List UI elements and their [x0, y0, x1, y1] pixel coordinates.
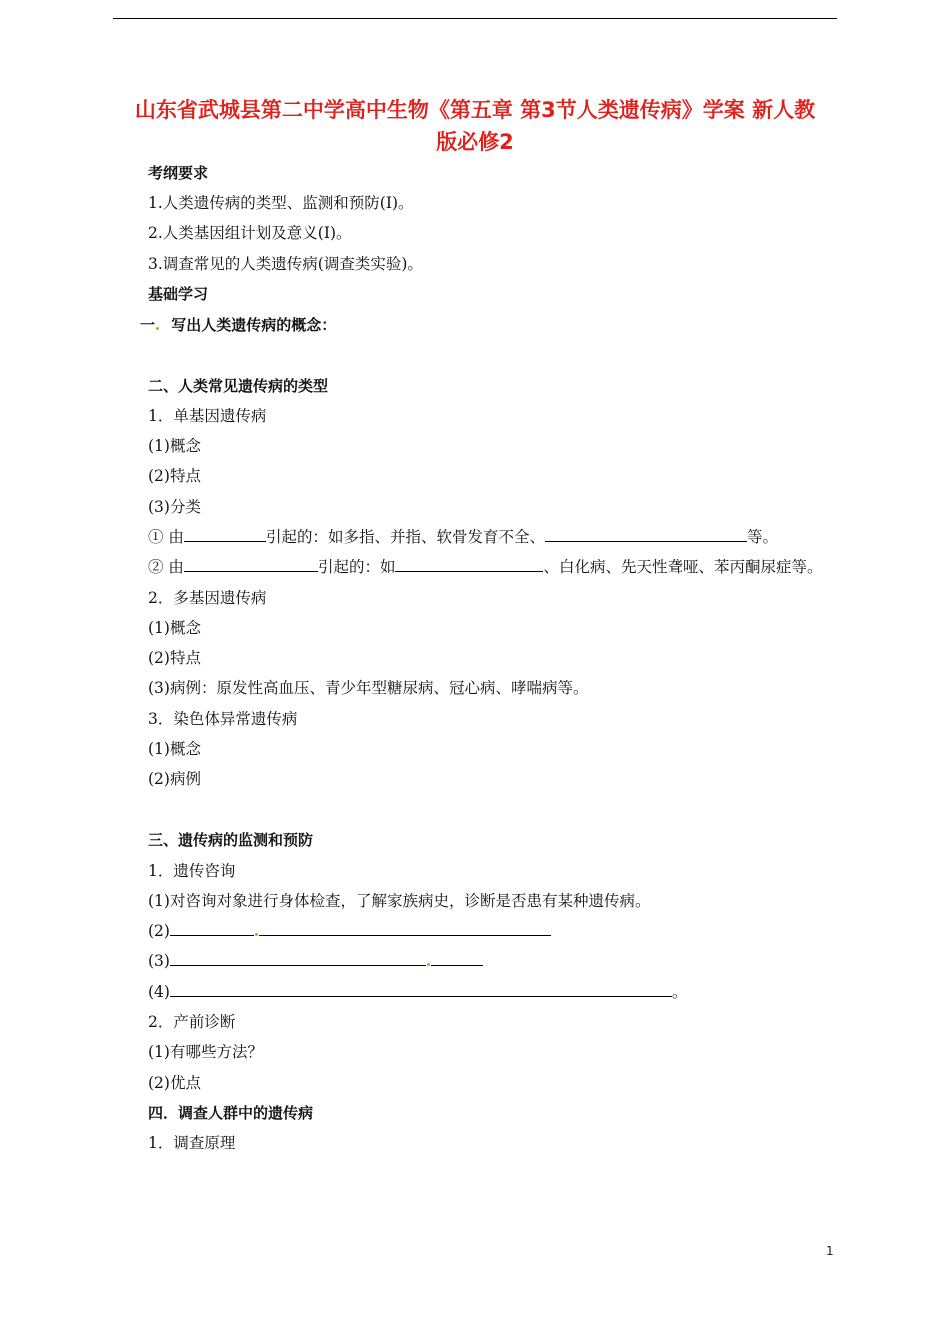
bullet-dot: [255, 933, 258, 936]
item-a-suffix: 等。: [746, 528, 778, 546]
multi-gene-features: (2)特点: [148, 649, 201, 667]
kaogang-item-2: 2.人类基因组计划及意义(Ⅰ)。: [148, 224, 352, 242]
survey-principle: 1．调查原理: [148, 1134, 236, 1152]
multi-gene-label: 2．多基因遗传病: [148, 589, 267, 607]
fill-blank[interactable]: [170, 982, 672, 997]
counseling-label: 1．遗传咨询: [148, 862, 236, 880]
document-title: 山东省武城县第二中学高中生物《第五章 第3节人类遗传病》学案 新人教: [134, 98, 816, 122]
section1-heading: 写出人类遗传病的概念：: [171, 316, 337, 334]
kaogang-heading: 考纲要求: [148, 164, 209, 182]
step-3-number: (3): [148, 952, 170, 970]
step-4-end: 。: [671, 983, 688, 1001]
chromosome-concept: (1)概念: [148, 740, 201, 758]
single-gene-label: 1．单基因遗传病: [148, 407, 267, 425]
section2-heading: 二、人类常见遗传病的类型: [148, 377, 329, 395]
counseling-step-1: (1)对咨询对象进行身体检查，了解家族病史，诊断是否患有某种遗传病。: [148, 892, 651, 910]
item-a-prefix: ① 由: [148, 528, 184, 546]
classification-item-b: [148, 556, 822, 578]
header-rule: [113, 18, 837, 19]
section3-heading: 三、遗传病的监测和预防: [148, 831, 314, 849]
fill-blank[interactable]: [184, 557, 318, 572]
chromosome-label: 3．染色体异常遗传病: [148, 710, 298, 728]
single-gene-features: (2)特点: [148, 467, 201, 485]
classification-item-a: [148, 526, 778, 548]
section4-heading: 四．调查人群中的遗传病: [148, 1104, 314, 1122]
counseling-step-3: [148, 950, 483, 972]
fill-blank[interactable]: [170, 951, 426, 966]
document-title-continued: 版必修2: [436, 130, 514, 154]
page-number: 1: [826, 1244, 834, 1258]
multi-gene-examples: (3)病例：原发性高血压、青少年型糖尿病、冠心病、哮喘病等。: [148, 679, 589, 697]
step-2-number: (2): [148, 922, 170, 940]
fill-blank[interactable]: [395, 557, 543, 572]
prenatal-advantages: (2)优点: [148, 1074, 201, 1092]
counseling-step-4: [148, 981, 687, 1003]
item-a-text: 引起的：如多指、并指、软骨发育不全、: [265, 528, 545, 546]
section1-heading-row: [140, 314, 336, 336]
fill-blank[interactable]: [545, 527, 747, 542]
single-gene-classification: (3)分类: [148, 498, 201, 516]
kaogang-item-1: 1.人类遗传病的类型、监测和预防(Ⅰ)。: [148, 194, 414, 212]
item-b-text: 引起的：如: [317, 558, 396, 576]
multi-gene-concept: (1)概念: [148, 619, 201, 637]
item-b-suffix: 、白化病、先天性聋哑、苯丙酮尿症等。: [543, 558, 823, 576]
step-4-number: (4): [148, 983, 170, 1001]
fill-blank[interactable]: [170, 921, 254, 936]
bullet-dot: [427, 963, 430, 966]
fill-blank[interactable]: [259, 921, 551, 936]
chromosome-examples: (2)病例: [148, 770, 201, 788]
fill-blank[interactable]: [431, 951, 483, 966]
bullet-dot: [156, 327, 159, 330]
section1-number: 一: [140, 316, 156, 334]
prenatal-label: 2．产前诊断: [148, 1013, 236, 1031]
fill-blank[interactable]: [184, 527, 266, 542]
single-gene-concept: (1)概念: [148, 437, 201, 455]
counseling-step-2: [148, 920, 551, 942]
item-b-prefix: ② 由: [148, 558, 184, 576]
jichu-heading: 基础学习: [148, 285, 209, 303]
prenatal-methods: (1)有哪些方法？: [148, 1043, 263, 1061]
kaogang-item-3: 3.调查常见的人类遗传病(调查类实验)。: [148, 255, 423, 273]
